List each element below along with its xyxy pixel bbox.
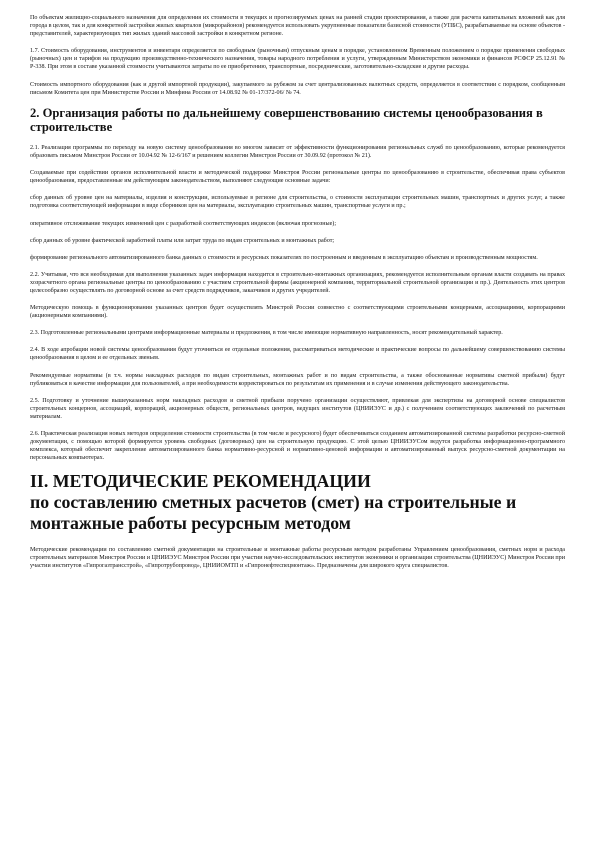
part-2-heading [30, 471, 565, 533]
paragraph-2-6: 2.6. Практическая реализация новых методов определения стоимости строительства (в том числе и ресурсного) будет обеспечиваться созданием автоматизированной системы разработки ресурсно-сметной документации, с помощью которой формируется уровень свободных (договорных) цен на строительную продукцию. С этой целью ЦНИИЭУСом ведутся разработка информационно-программного комплекса, который обеспечит закрепление автоматизированного банка нормативно-ресурсной и нормативно-ценовой информации и автоматизированный выпуск ресурсно-сметной документации на персональных компьютерах. [30, 431, 565, 462]
paragraph-task-prices: сбор данных об уровне цен на материалы, изделия и конструкции, используемые в регионе для строительства, о стоимости эксплуатации строительных машин, транспортных и других услуг, а также подготовка соответствующей информации в виде сборников цен на материалы, эксплуатацию строительных машин, транспортные услуги и пр.; [30, 195, 565, 210]
paragraph-2-3: 2.3. Подготовленные региональными центрами информационные материалы и предложения, в том числе имеющие нормативную направленность, носят рекомендательный характер. [30, 330, 503, 337]
part-2-heading-line-3: монтажные работы ресурсным методом [30, 512, 351, 533]
part-2-heading-line-1: II. МЕТОДИЧЕСКИЕ РЕКОМЕНДАЦИИ [30, 471, 371, 492]
part-2-heading-line-2: по составлению сметных расчетов (смет) на строительные и [30, 492, 517, 513]
paragraph-import-equipment: Стоимость импортного оборудования (как и другой импортной продукции), закупаемого за рубежом за счет централизованных валютных средств, определяется в соответствии с порядком, сообщенным письмом Комитета цен при Министерстве России и Минфина России от 14.08.92 № 01-17/372-06/ № 74. [30, 81, 565, 96]
document-page [30, 14, 565, 579]
paragraph-2-5: 2.5. Подготовку и уточнение вышеуказанных норм накладных расходов и сметной прибыли поручено организации осуществляют, привлекая для экспертизы на договорной основе специалистов строительных концернов, ассоциаций, корпораций, акционерных обществ, региональных центров, ведущих институтов (ЦНИИЭУС и др.) с получением соответствующих заключений по расчетным материалам. [30, 397, 565, 420]
paragraph-regional-centers: Создаваемые при содействии органов исполнительной власти и методической поддержке Минстроя России региональные центры по ценообразованию в строительстве, обеспечивая права субъектов ценообразования, предоставленные им действующим законодательством, выполняют следующие основные задачи: [30, 170, 565, 185]
paragraph-1-7: 1.7. Стоимость оборудования, инструментов и инвентаря определяется по свободным (рыночным) отпускным ценам в порядке, установленном Временным положением о порядке применения свободных (рыночных) цен и тарифов на продукцию производственно-технического назначения, товары народного потребления и услуги, утвержденным Министерством экономики и финансов РСФСР 25.12.91 № Р-338. При этом в составе указанной стоимости учитываются затраты по ее приобретению, транспортные, посреднические, заготовительно-складские и другие расходы. [30, 48, 565, 71]
paragraph-methodical-help: Методическую помощь в функционировании указанных центров будет осуществлять Минстрой России совместно с соответствующими строительными концернами, ассоциациями, корпорациями (акционерными компаниями). [30, 305, 565, 320]
section-2-heading: 2. Организация работы по дальнейшему совершенствованию системы ценообразования в строительстве [30, 105, 543, 135]
paragraph-part-2-intro: Методические рекомендации по составлению сметной документации на строительные и монтажные работы ресурсным методом разработаны Управлением ценообразования, сметных норм и расхода строительных материалов Минстроя России и ЦНИИЭУС Минстроя России при участии научно-исследовательских институтов экономики и организации строительства (ЦНИИЭУС) Минстроя России при участии институтов «Гипрогазтрансстрой», «Гипротрубопровод», ЦНИИОМТП и «Гипронефтеспецмонтаж». Предназначены для широкого круга специалистов. [30, 546, 565, 569]
paragraph-upbs: По объектам жилищно-социального назначения для определения их стоимости в текущих и прогнозируемых ценах на ранней стадии проектирования, а также для расчета капитальных вложений как для города в целом, так и для конкретной застройки жилых кварталов (микрорайонов) рекомендуется использовать укрупненные показатели базисной стоимости (УПБС), разрабатываемые на основе объектов - представителей, характеризующих тип жилых зданий массовой застройки в конкретном регионе. [30, 15, 565, 38]
paragraph-2-1: 2.1. Реализация программы по переходу на новую систему ценообразования во многом зависит от эффективности функционирования региональных служб по ценообразованию, которые рекомендуется образовать письмом Минстроя России от 10.04.92 № 12-6/167 и решением коллегии Минстроя России от 30.09.92 (протокол № 21). [30, 144, 565, 160]
paragraph-task-indexes: оперативное отслеживание текущих изменений цен с разработкой соответствующих индексов (включая прогнозные); [30, 220, 337, 227]
paragraph-task-wages: сбор данных об уровне фактической заработной платы или затрат труда по видам строительных и монтажных работ; [30, 237, 335, 244]
paragraph-2-4: 2.4. В ходе апробации новой системы ценообразования будут уточняться ее отдельные положения, рассматриваться методические и практические вопросы по дальнейшему совершенствованию системы ценообразования в целом и ее отдельных звеньев. [30, 347, 565, 362]
paragraph-task-databank: формирование регионального автоматизированного банка данных о стоимости и ресурсных показателях по построенным и введенным в эксплуатацию объектам и производственным мощностям. [30, 254, 538, 261]
paragraph-norms: Рекомендуемые нормативы (в т.ч. нормы накладных расходов по видам строительных, монтажных работ и по видам строительства, а также обоснованные нормативы сметной прибыли) будут публиковаться в качестве информации для пользователей, а при необходимости корректироваться по результатам их применения и в случае изменения действующего законодательства. [30, 372, 565, 387]
paragraph-2-2: 2.2. Учитывая, что вся необходимая для выполнения указанных задач информация находится в строительно-монтажных организациях, рекомендуется исполнительным органам власти создавать на правах хозрасчетного органа региональные центры по ценообразованию с участием строительной фирмы (акционерной компании, территориальной строительной организации и пр.). Деятельность этих центров целесообразно осуществлять по договорной основе за счет средств подрядчиков, заказчиков и других учредителей. [30, 271, 565, 294]
